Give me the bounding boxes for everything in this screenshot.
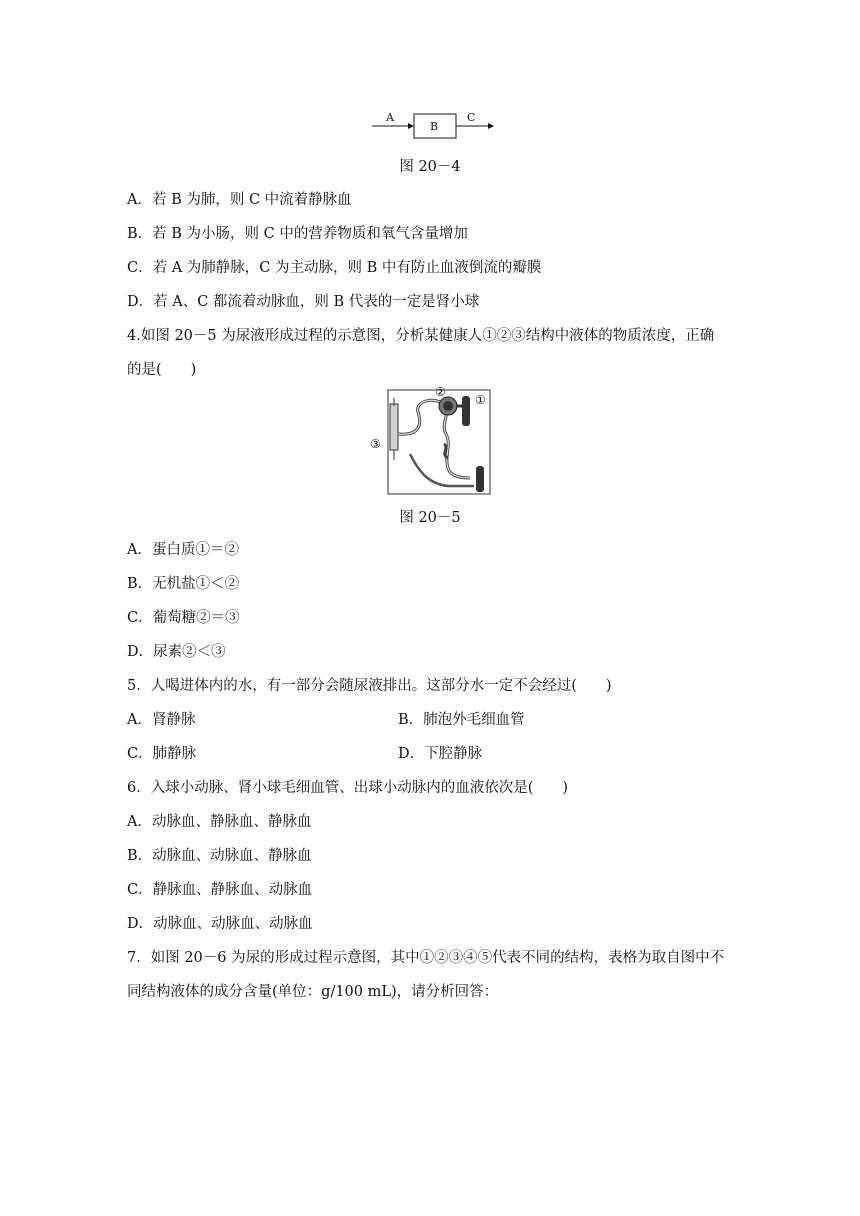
- q5-option-a: A．肾静脉: [127, 712, 196, 728]
- q4-option-a: A．蛋白质①＝②: [127, 542, 239, 558]
- figure-20-4-caption: 图 20－4: [399, 159, 461, 175]
- figure-label-1: ①: [475, 393, 486, 407]
- q3-option-b: B．若 B 为小肠，则 C 中的营养物质和氧气含量增加: [127, 226, 468, 242]
- q4-option-d: D．尿素②＜③: [127, 644, 226, 660]
- q4-option-c: C．葡萄糖②＝③: [127, 610, 240, 626]
- label-b: B: [430, 120, 439, 133]
- label-c: C: [467, 111, 476, 124]
- q7-stem-line2: 同结构液体的成分含量(单位：g/100 mL)，请分析回答：: [127, 984, 499, 1000]
- q3-option-d: D．若 A、C 都流着动脉血，则 B 代表的一定是肾小球: [127, 294, 480, 310]
- q5-option-c: C．肺静脉: [127, 746, 197, 762]
- q6-option-a: A．动脉血、静脉血、静脉血: [127, 814, 312, 830]
- q6-option-d: D．动脉血、动脉血、动脉血: [127, 916, 313, 932]
- q5-option-b: B．肺泡外毛细血管: [398, 712, 525, 728]
- q5-stem: 5．人喝进体内的水，有一部分会随尿液排出。这部分水一定不会经过( ): [127, 678, 612, 694]
- q6-stem: 6．入球小动脉、肾小球毛细血管、出球小动脉内的血液依次是( ): [127, 780, 569, 796]
- q3-option-c: C．若 A 为肺静脉，C 为主动脉，则 B 中有防止血液倒流的瓣膜: [127, 260, 542, 276]
- q3-option-a: A．若 B 为肺，则 C 中流着静脉血: [127, 192, 352, 208]
- q6-option-c: C．静脉血、静脉血、动脉血: [127, 882, 313, 898]
- figure-label-2: ②: [435, 385, 446, 399]
- q4-stem-line2: 的是( ): [127, 362, 197, 378]
- q5-option-d: D．下腔静脉: [398, 746, 483, 762]
- q6-option-b: B．动脉血、动脉血、静脉血: [127, 848, 312, 864]
- q4-option-b: B．无机盐①＜②: [127, 576, 240, 592]
- figure-20-4-diagram: [370, 110, 500, 142]
- figure-20-5-nephron-image: [360, 384, 498, 500]
- figure-label-3: ③: [370, 437, 381, 451]
- q7-stem-line1: 7．如图 20－6 为尿的形成过程示意图，其中①②③④⑤代表不同的结构，表格为取自图中不: [127, 950, 725, 966]
- label-a: A: [386, 111, 394, 124]
- figure-20-5-caption: 图 20－5: [399, 510, 461, 526]
- q4-stem-line1: 4.如图 20－5 为尿液形成过程的示意图，分析某健康人①②③结构中液体的物质浓度，正确: [127, 328, 715, 344]
